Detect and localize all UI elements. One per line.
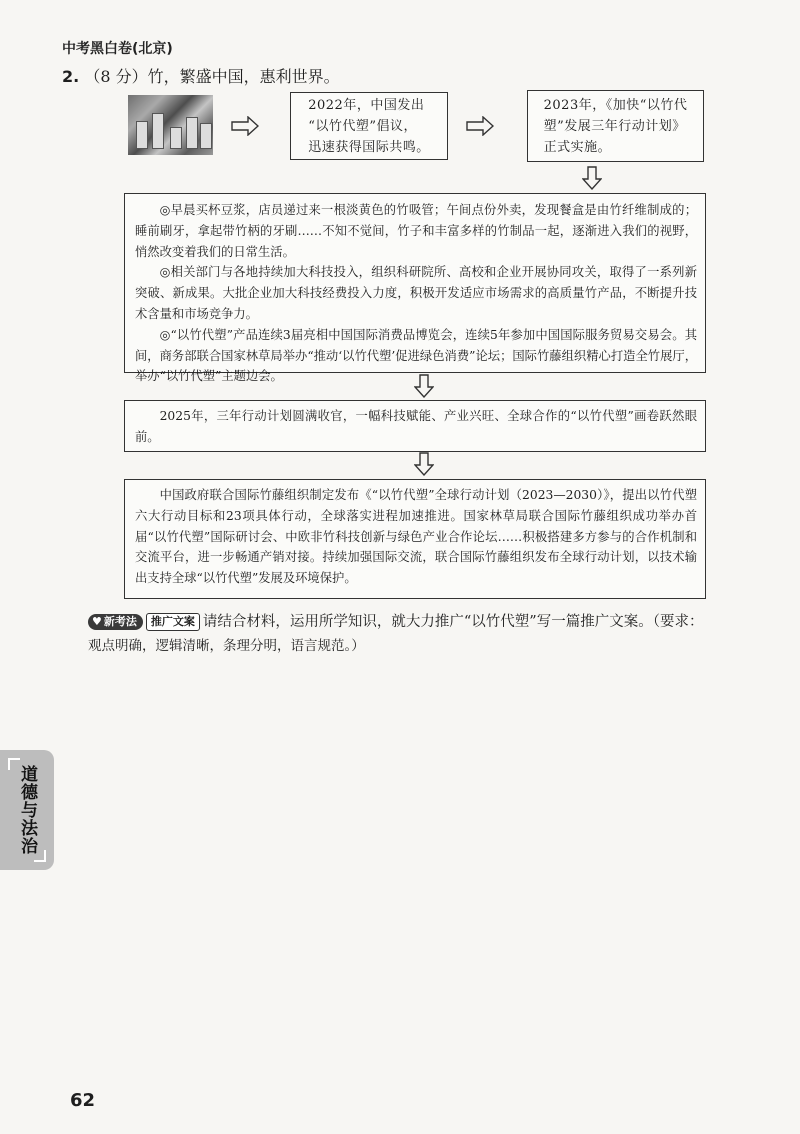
arrow-down-icon bbox=[414, 374, 434, 398]
subject-tab bbox=[0, 750, 54, 870]
requirement-text-continued: 观点明确，逻辑清晰，条理分明，语言规范。） bbox=[88, 638, 365, 654]
flow-box-2025-text: 2025年，三年行动计划圆满收官，一幅科技赋能、产业兴旺、全球合作的“以竹代塑”画卷跃然眼前。 bbox=[135, 409, 697, 444]
heart-icon: ♥ bbox=[92, 615, 102, 628]
flow-box-2022-line: 迅速获得国际共鸣。 bbox=[308, 139, 430, 155]
flow-box-2022-line: “以竹代塑”倡议， bbox=[308, 118, 418, 134]
arrow-right-icon bbox=[231, 116, 259, 136]
flow-box-global-text: 中国政府联合国际竹藤组织制定发布《“以竹代塑”全球行动计划（2023—2030）》，提出以竹代塑六大行动目标和23项具体行动，全球落实进程加速推进。国家林草局联合国际竹藤组织成功举办首届“以竹代塑”国际研讨会、中欧非竹科技创新与绿色产业合作论坛……积极搭建多方参与的合作机制和交流平台，进一步畅通产销对接。持续加强国际交流，联合国际竹藤组织发布全球行动计划，以技术输出支持全球“以竹代塑”发展及环境保护。 bbox=[135, 488, 697, 586]
subject-label: 道德与法治 bbox=[17, 765, 37, 855]
arrow-right-icon bbox=[466, 116, 494, 136]
new-exam-badge-label: 新考法 bbox=[103, 615, 137, 628]
writing-requirement bbox=[88, 610, 748, 658]
question-type-badge: 推广文案 bbox=[146, 613, 200, 631]
requirement-text: 请结合材料，运用所学知识，就大力推广“以竹代塑”写一篇推广文案。（要求： bbox=[202, 614, 704, 630]
flow-box-2022-line: 2022年，中国发出 bbox=[308, 97, 425, 113]
arrow-down-icon bbox=[414, 452, 434, 476]
arrow-down-icon bbox=[582, 166, 602, 190]
development-paragraph: ◎相关部门与各地持续加大科技投入，组织科研院所、高校和企业开展协同攻关，取得了一系列新突破、新成果。大批企业加大科技经费投入力度，积极开发适应市场需求的高质量竹产品，不断提升技术含量和市场竞争力。 bbox=[135, 265, 697, 321]
bamboo-products-photo bbox=[128, 95, 213, 155]
flow-box-developments bbox=[124, 193, 706, 384]
flow-box-2025 bbox=[124, 400, 706, 452]
book-title: 中考黑白卷(北京) bbox=[62, 41, 173, 57]
corner-bracket-icon bbox=[34, 850, 46, 862]
flow-box-global-action bbox=[124, 479, 706, 599]
flow-box-2022 bbox=[290, 92, 448, 160]
development-paragraph: ◎“以竹代塑”产品连续3届亮相中国国际消费品博览会，连续5年参加中国国际服务贸易交易会。其间，商务部联合国家林草局举办“推动‘以竹代塑’促进绿色消费”论坛；国际竹藤组织精心打造全竹展厅，举办“以竹代塑”主题边会。 bbox=[135, 327, 697, 384]
flow-box-2023-line: 2023年，《加快“以竹代 bbox=[543, 97, 688, 113]
question-number: 2. bbox=[62, 67, 80, 86]
flow-box-2023-line: 正式实施。 bbox=[543, 139, 612, 155]
development-paragraph: ◎早晨买杯豆浆，店员递过来一根淡黄色的竹吸管；午间点份外卖，发现餐盒是由竹纤维制成的；睡前刷牙，拿起带竹柄的牙刷……不知不觉间，竹子和丰富多样的竹制品一起，逐渐进入我们的视野，悄然改变着我们的日常生活。 bbox=[135, 203, 697, 259]
question-line bbox=[62, 64, 340, 87]
flow-box-2023 bbox=[527, 90, 704, 162]
new-exam-badge bbox=[88, 614, 143, 630]
page-number: 62 bbox=[70, 1090, 96, 1111]
flow-box-2023-line: 塑”发展三年行动计划》 bbox=[543, 118, 686, 134]
question-intro: （8 分）竹，繁盛中国，惠利世界。 bbox=[84, 67, 340, 86]
